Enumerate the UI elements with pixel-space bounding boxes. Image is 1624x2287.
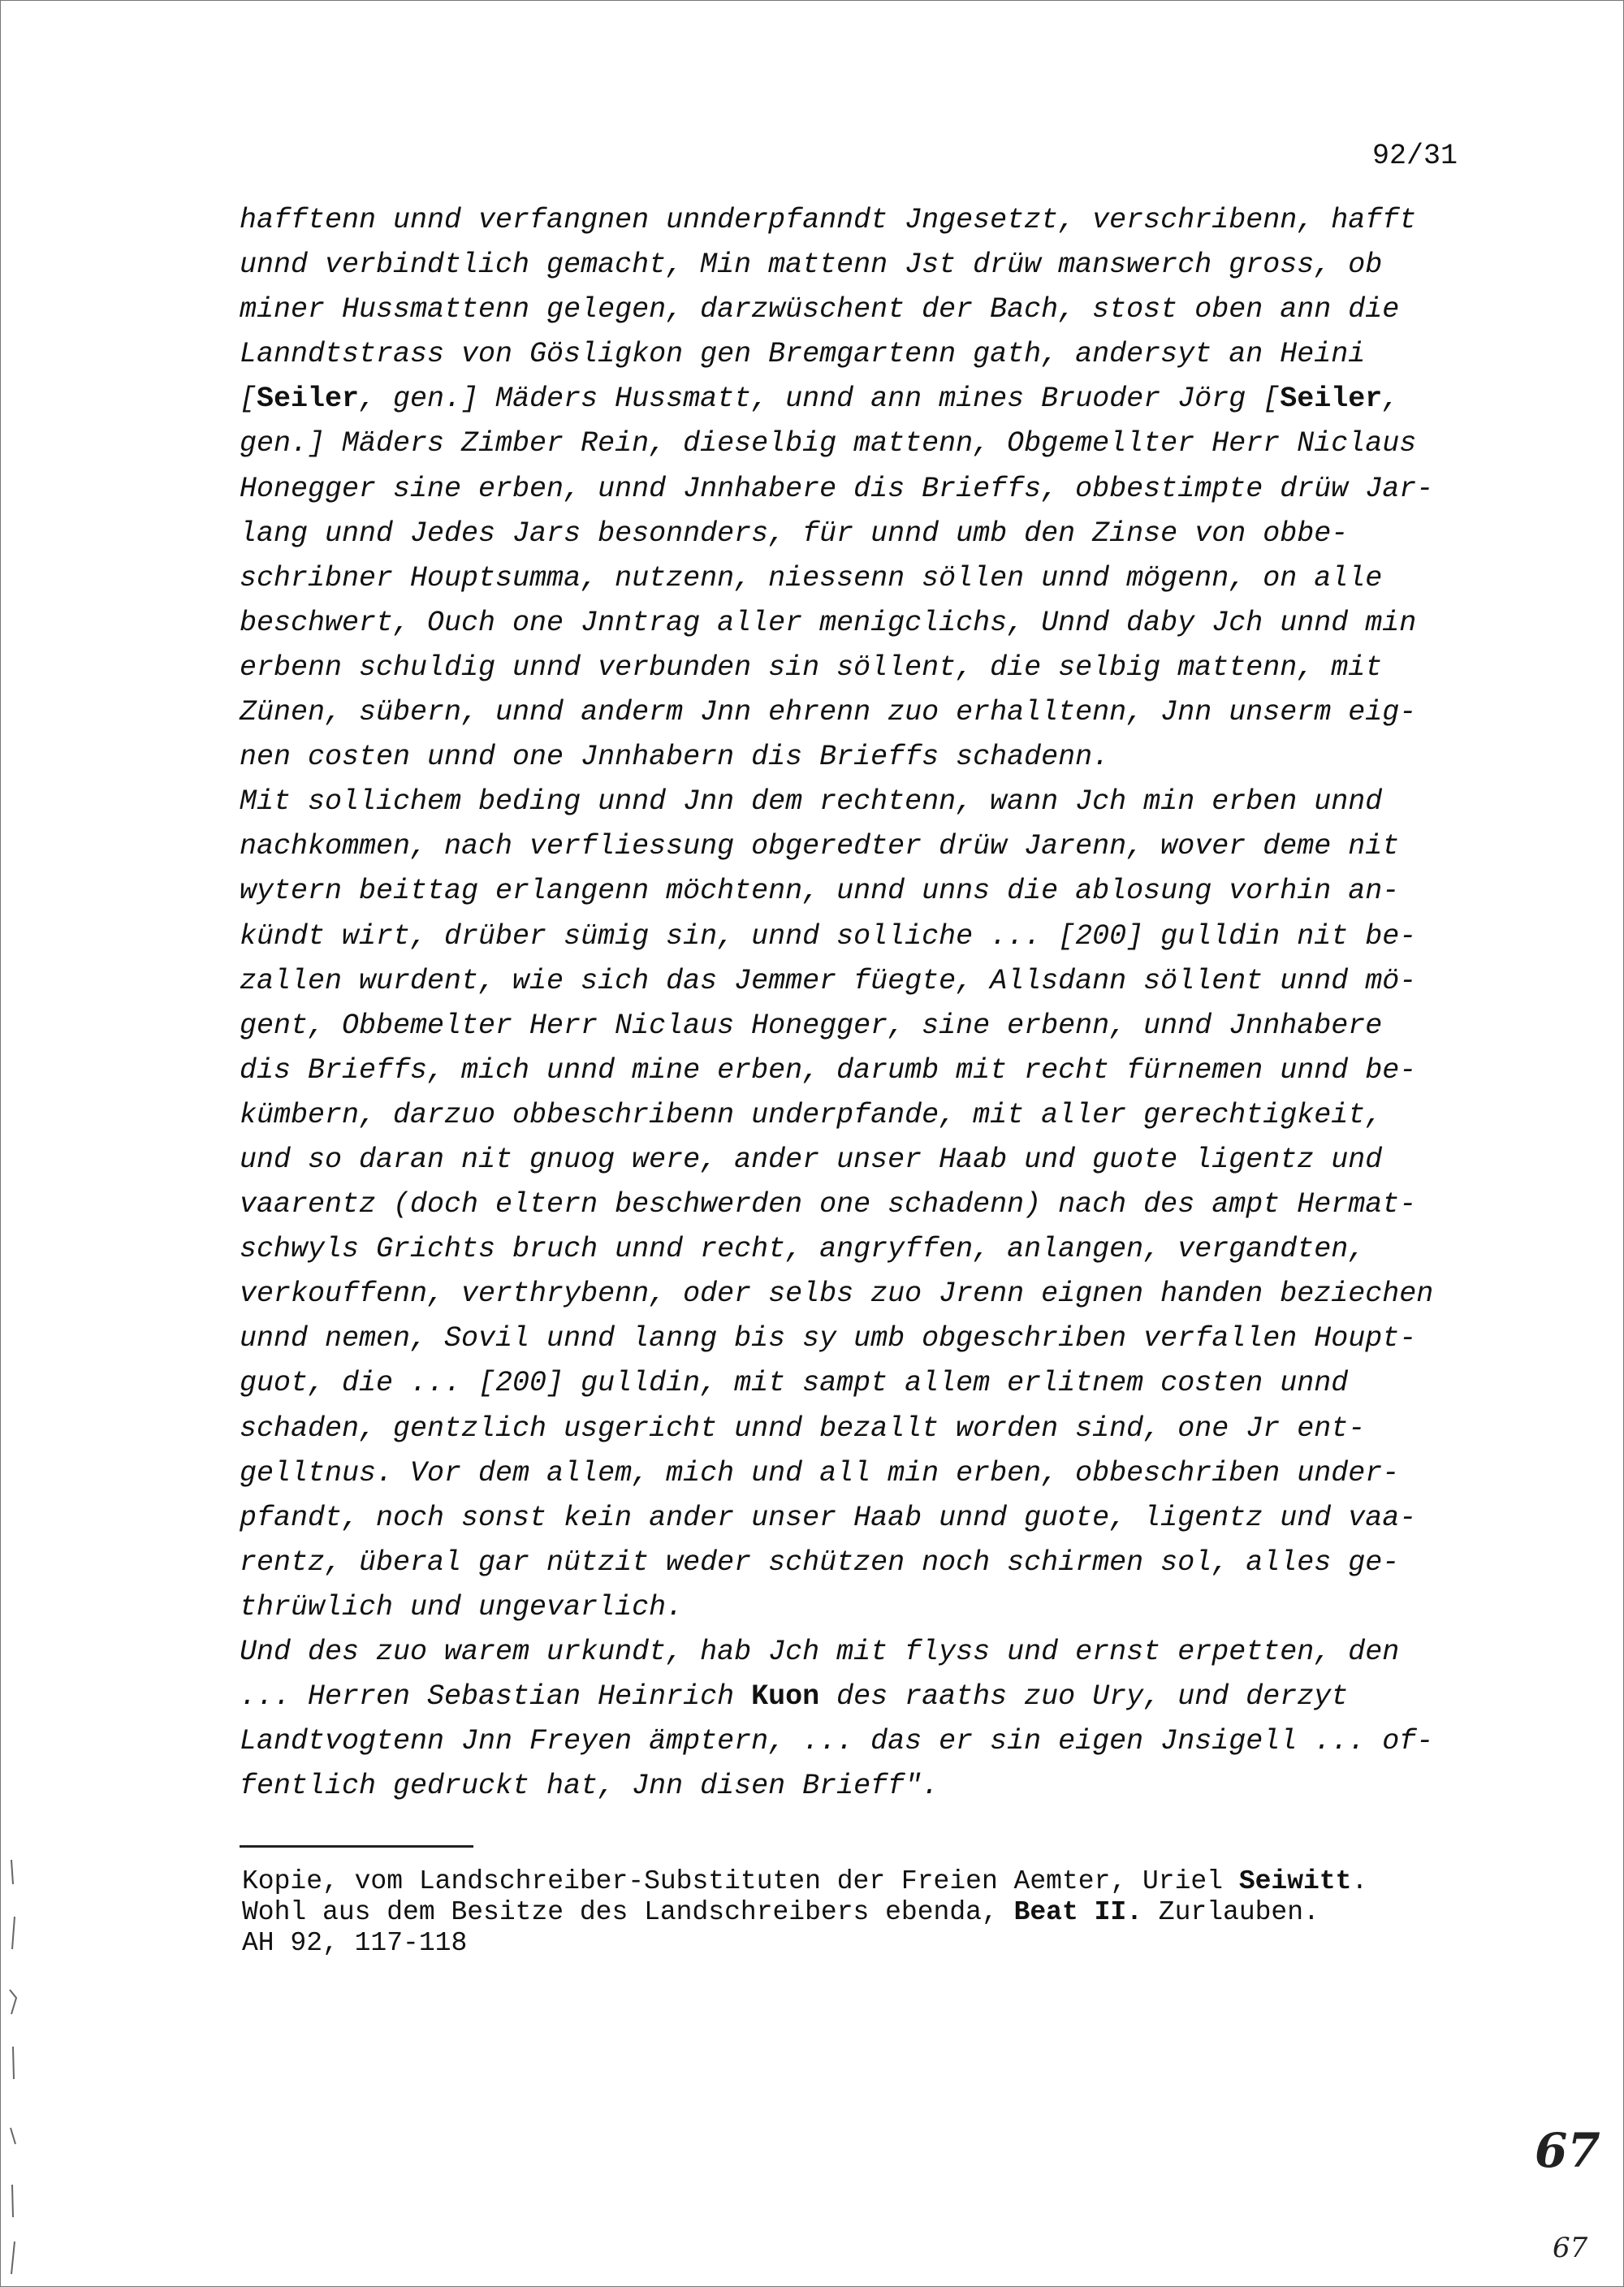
text-line (240, 1227, 1506, 1272)
text-line (240, 556, 1506, 601)
text-line (240, 512, 1506, 556)
text-line (240, 377, 1506, 422)
text-line (240, 1630, 1506, 1675)
text-segment: nachkommen, nach verfliessung obgeredter drüw Jarenn, wover deme nit (240, 830, 1400, 863)
text-segment: , (1382, 383, 1400, 416)
text-line (240, 1316, 1506, 1361)
text-segment: lang unnd Jedes Jars besonnders, für unnd umb den Zinse von obbe- (240, 517, 1349, 550)
text-line (240, 690, 1506, 735)
text-segment: verkouffenn, verthrybenn, oder selbs zuo Jrenn eignen handen beziechen (240, 1278, 1434, 1311)
text-segment: kümbern, darzuo obbeschribenn underpfande, mit aller gerechtigkeit, (240, 1098, 1383, 1131)
footnote (242, 1866, 1574, 1959)
text-line (240, 780, 1506, 824)
document-body (240, 198, 1506, 1809)
text-segment: schwyls Grichts bruch unnd recht, angryffen, anlangen, vergandten, (240, 1233, 1366, 1266)
page-number: 92/31 (1372, 140, 1458, 172)
text-segment: Mit sollichem beding unnd Jnn dem rechtenn, wann Jch min erben unnd (240, 785, 1383, 819)
text-line (240, 601, 1506, 646)
text-segment: erbenn schuldig unnd verbunden sin söllent, die selbig mattenn, mit (240, 651, 1383, 684)
text-segment: dis Brieffs, mich unnd mine erben, darumb mit recht fürnemen unnd be- (240, 1053, 1417, 1087)
text-line (240, 198, 1506, 243)
text-segment: Landtvogtenn Jnn Freyen ämptern, ... das er sin eigen Jnsigell ... of- (240, 1725, 1434, 1758)
text-segment: Zünen, sübern, unnd anderm Jnn ehrenn zuo erhalltenn, Jnn unserm eig- (240, 696, 1417, 729)
text-line (240, 1272, 1506, 1316)
text-segment: fentlich gedruckt hat, Jnn disen Brieff". (240, 1770, 939, 1803)
text-line (240, 869, 1506, 914)
text-line (240, 914, 1506, 959)
text-segment: thrüwlich und ungevarlich. (240, 1590, 684, 1623)
text-line (240, 243, 1506, 287)
text-segment: schribner Houptsumma, nutzenn, niessenn söllen unnd mögenn, on alle (240, 561, 1383, 594)
text-segment: Honegger sine erben, unnd Jnnhabere dis Brieffs, obbestimpte drüw Jar- (240, 472, 1434, 505)
text-segment: rentz, überal gar nützit weder schützen noch schirmen sol, alles ge- (240, 1546, 1400, 1579)
text-segment: schaden, gentzlich usgericht unnd bezallt worden sind, one Jr ent- (240, 1412, 1366, 1445)
text-segment: beschwert, Ouch one Jnntrag aller menigclichs, Unnd daby Jch unnd min (240, 606, 1417, 639)
text-line (240, 1407, 1506, 1451)
text-line (240, 1093, 1506, 1138)
text-line (240, 1719, 1506, 1764)
text-line (240, 1451, 1506, 1496)
text-segment: gen.] Mäders Zimber Rein, dieselbig mattenn, Obgemellter Herr Niclaus (240, 427, 1417, 460)
text-line (240, 1541, 1506, 1585)
text-segment: vaarentz (doch eltern beschwerden one schadenn) nach des ampt Hermat- (240, 1188, 1417, 1221)
text-segment: zallen wurdent, wie sich das Jemmer füegte, Allsdann söllent unnd mö- (240, 964, 1417, 997)
text-line (240, 1004, 1506, 1048)
text-segment: kündt wirt, drüber sümig sin, unnd solliche ... [200] gulldin nit be- (240, 919, 1417, 953)
text-segment: [ (240, 383, 257, 416)
footnote-line-2: Wohl aus dem Besitze des Landschreibers ebenda, Beat II. Zurlauben. (242, 1897, 1320, 1927)
bold-name: Seiler (257, 383, 360, 416)
text-segment: und so daran nit gnuog were, ander unser Haab und guote ligentz und (240, 1143, 1383, 1176)
text-segment: gelltnus. Vor dem allem, mich und all min erben, obbeschriben under- (240, 1456, 1400, 1489)
text-segment: gent, Obbemelter Herr Niclaus Honegger, sine erbenn, unnd Jnnhabere (240, 1009, 1383, 1042)
handwritten-folio-number: 67 (1535, 2123, 1600, 2178)
text-segment: guot, die ... [200] gulldin, mit sampt allem erlitnem costen unnd (240, 1367, 1349, 1400)
text-line (240, 467, 1506, 512)
text-segment: ... Herren Sebastian Heinrich (240, 1680, 752, 1714)
text-line (240, 422, 1506, 466)
text-line (240, 1138, 1506, 1182)
text-segment: Und des zuo warem urkundt, hab Jch mit flyss und ernst erpetten, den (240, 1636, 1400, 1668)
text-segment: unnd nemen, Sovil unnd lanng bis sy umb obgeschriben verfallen Houpt- (240, 1322, 1417, 1355)
text-segment: nen costen unnd one Jnnhabern dis Brieffs schadenn. (240, 741, 1110, 774)
text-segment: des raaths zuo Ury, und derzyt (819, 1680, 1349, 1714)
text-line (240, 824, 1506, 869)
text-line (240, 1496, 1506, 1541)
text-line (240, 735, 1506, 780)
text-line (240, 1048, 1506, 1093)
text-segment: Lanndtstrass von Gösligkon gen Bremgartenn gath, andersyt an Heini (240, 338, 1366, 371)
text-line (240, 1675, 1506, 1719)
text-segment: pfandt, noch sonst kein ander unser Haab unnd guote, ligentz und vaa- (240, 1501, 1417, 1534)
text-segment: , gen.] Mäders Hussmatt, unnd ann mines Bruoder Jörg [ (359, 383, 1281, 416)
text-line (240, 1182, 1506, 1227)
text-line (240, 1361, 1506, 1406)
handwritten-folio-number-small: 67 (1553, 2232, 1588, 2264)
footnote-line-3: AH 92, 117-118 (242, 1928, 468, 1958)
text-segment: unnd verbindtlich gemacht, Min mattenn Jst drüw manswerch gross, ob (240, 249, 1383, 282)
text-segment: wytern beittag erlangenn möchtenn, unnd unns die ablosung vorhin an- (240, 875, 1400, 908)
text-line (240, 1585, 1506, 1630)
text-line (240, 1764, 1506, 1809)
scan-edge-marks (5, 1860, 23, 2282)
text-line (240, 959, 1506, 1004)
footnote-divider (240, 1845, 473, 1848)
text-segment: hafftenn unnd verfangnen unnderpfanndt Jngesetzt, verschribenn, hafft (240, 204, 1417, 236)
bold-name: Kuon (751, 1680, 820, 1714)
bold-name: Seiler (1280, 383, 1383, 416)
footnote-line-1: Kopie, vom Landschreiber-Substituten der Freien Aemter, Uriel Seiwitt. (242, 1866, 1368, 1896)
text-line (240, 646, 1506, 690)
text-line (240, 332, 1506, 377)
text-segment: miner Hussmattenn gelegen, darzwüschent der Bach, stost oben ann die (240, 293, 1400, 326)
text-line (240, 287, 1506, 332)
